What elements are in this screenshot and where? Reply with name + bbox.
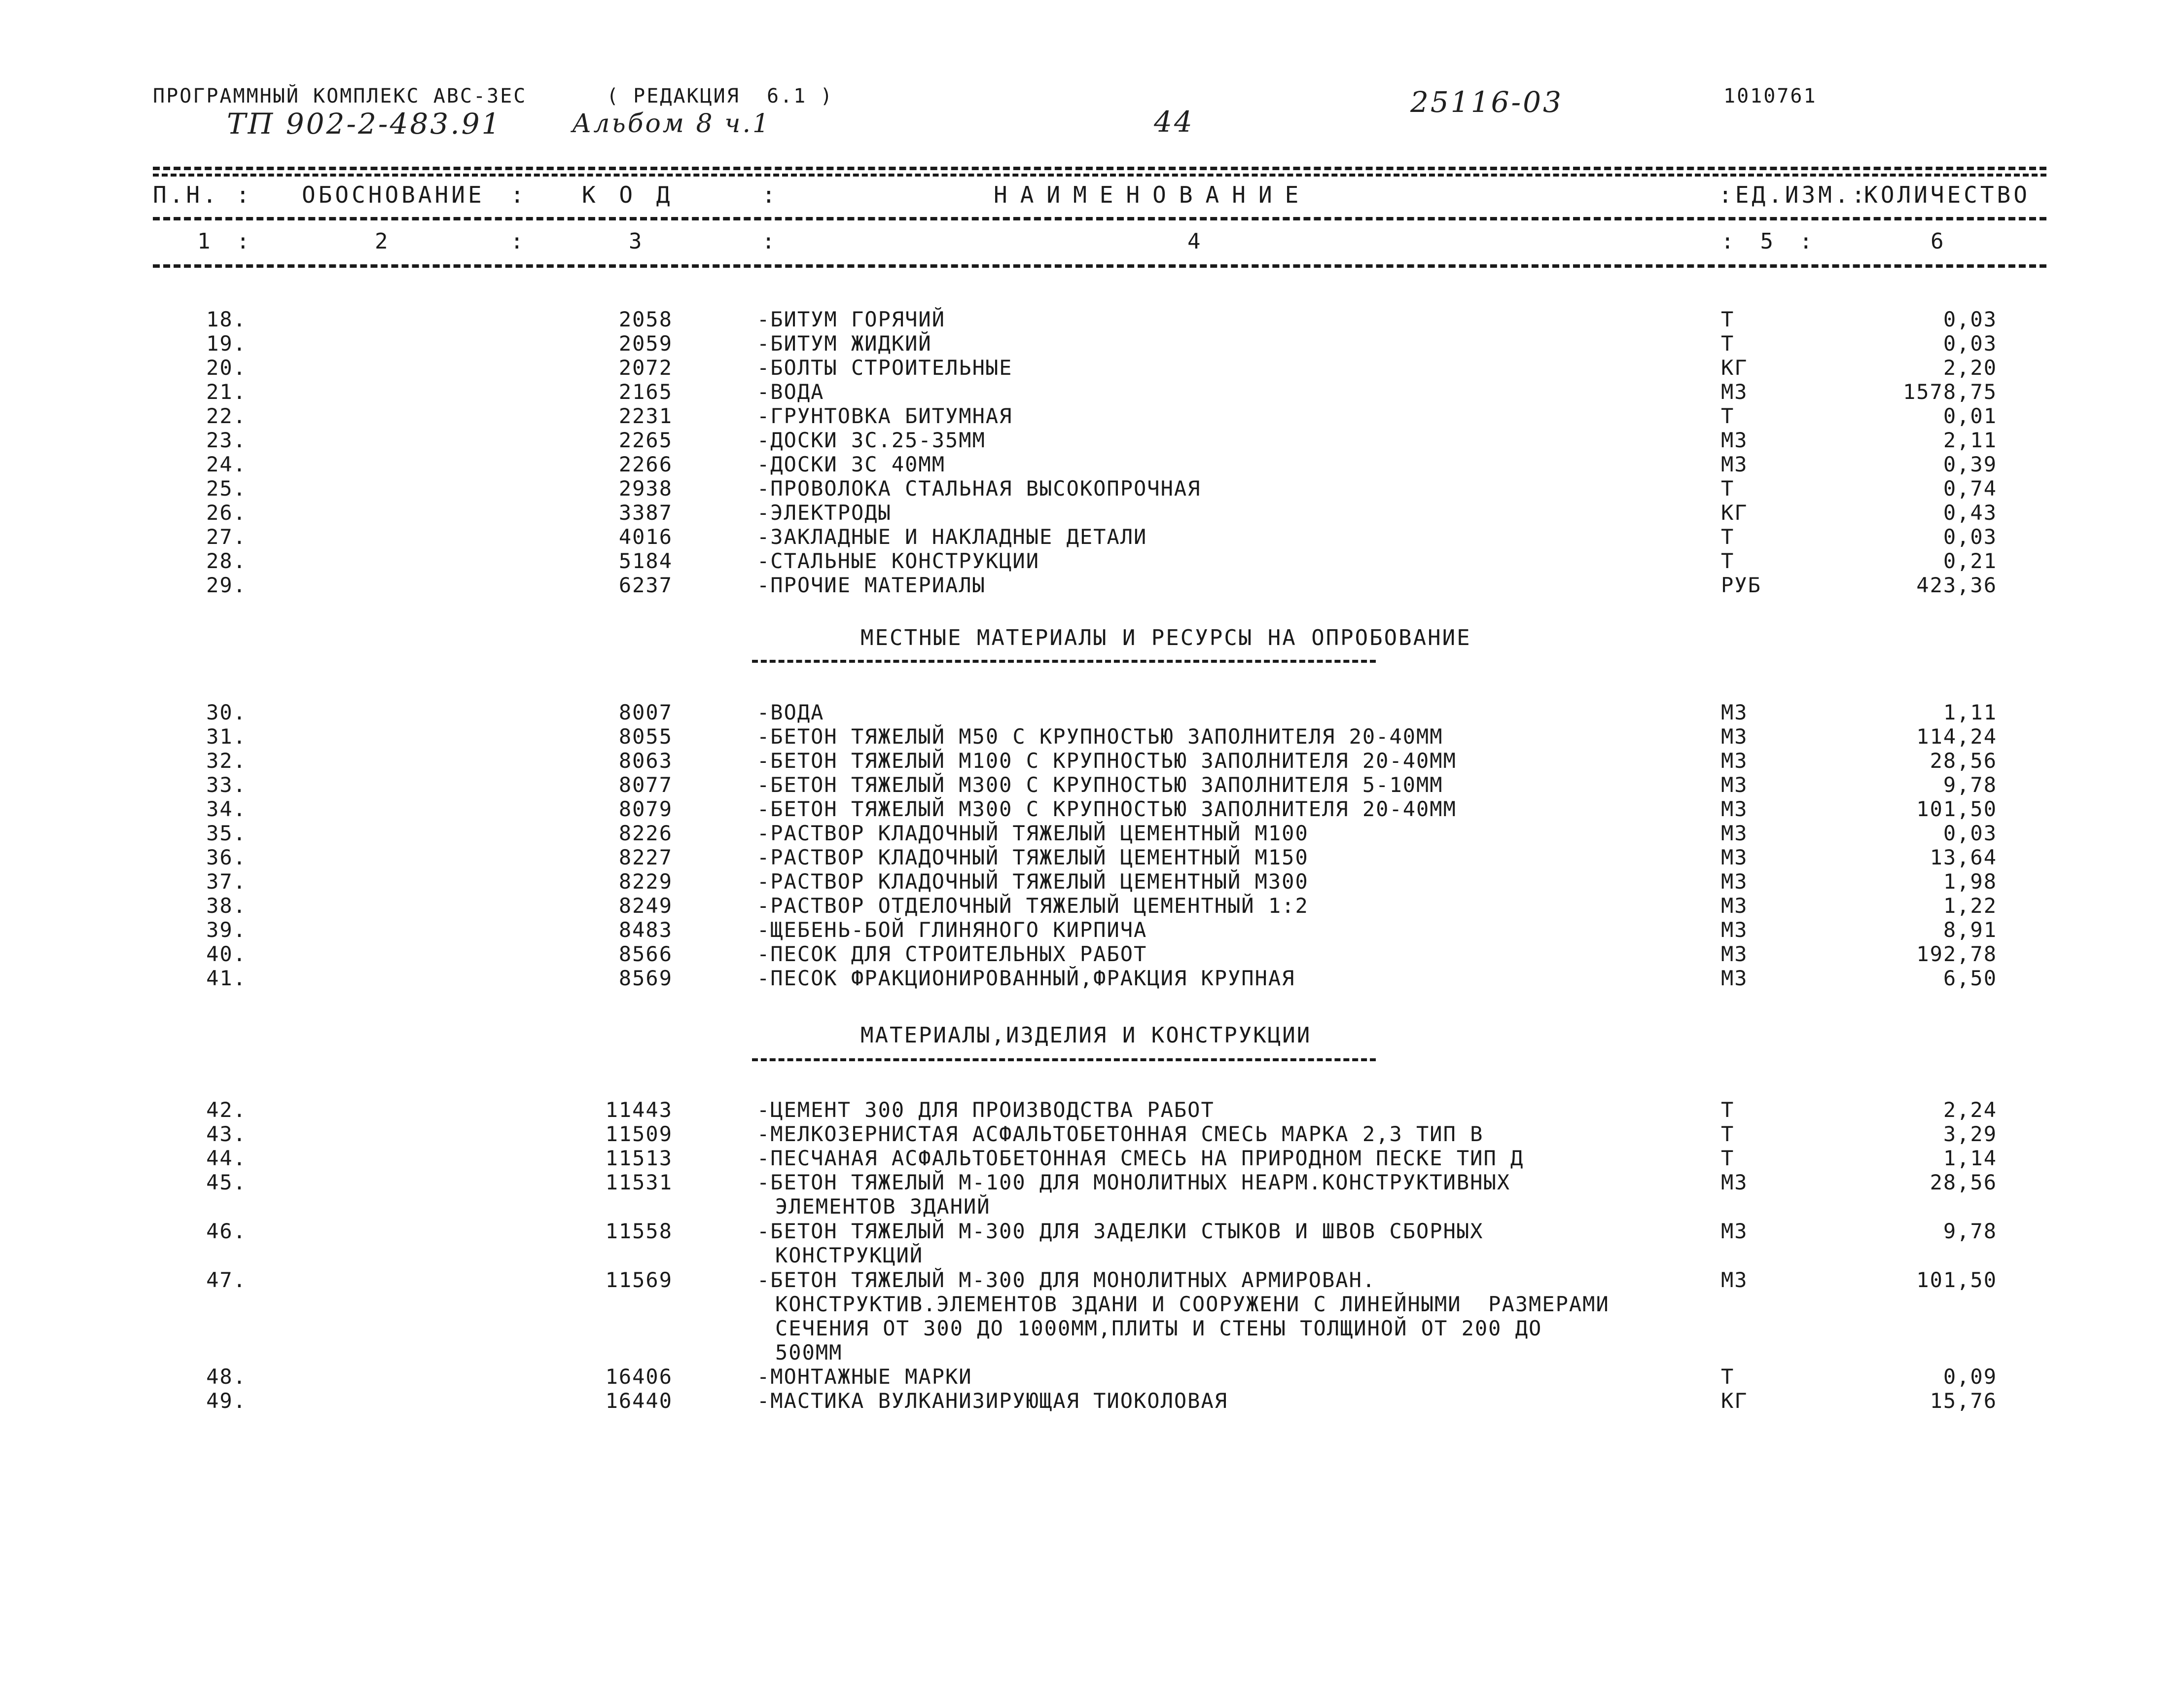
cell-qty: 101,50: [1916, 1268, 1997, 1292]
cell-qty: 13,64: [1930, 845, 1997, 869]
table-row: [0, 1122, 2184, 1147]
cell-name: -БЕТОН ТЯЖЕЛЫЙ М-300 ДЛЯ МОНОЛИТНЫХ АРМИРОВАН.: [757, 1268, 1376, 1292]
cell-code: 2058: [618, 307, 673, 331]
cell-name: -БЕТОН ТЯЖЕЛЫЙ М50 С КРУПНОСТЬЮ ЗАПОЛНИТЕЛЯ 20-40ММ: [757, 724, 1443, 749]
cell-unit: КГ: [1721, 1389, 1748, 1413]
cell-unit: М3: [1721, 1268, 1748, 1292]
cell-unit: Т: [1721, 1146, 1735, 1170]
cell-qty: 0,43: [1943, 501, 1997, 525]
cell-unit: М3: [1721, 821, 1748, 845]
table-row: [0, 773, 2184, 797]
table-row: [0, 797, 2184, 822]
cell-name-cont: КОНСТРУКЦИЙ: [775, 1243, 924, 1267]
table-row: [0, 1098, 2184, 1122]
cell-unit: М3: [1721, 918, 1748, 942]
cell-code: 11531: [605, 1170, 673, 1194]
cell-unit: Т: [1721, 1122, 1735, 1146]
cell-name: -ЦЕМЕНТ 300 ДЛЯ ПРОИЗВОДСТВА РАБОТ: [757, 1098, 1215, 1122]
cell-qty: 0,74: [1943, 476, 1997, 501]
cell-unit: М3: [1721, 869, 1748, 894]
cell-num: 39.: [206, 918, 247, 942]
table-row: [0, 573, 2184, 598]
handwritten-album: Альбом 8 ч.1: [572, 109, 771, 139]
col-header-basis: ОБОСНОВАНИЕ: [302, 181, 485, 208]
cell-qty: 3,29: [1943, 1122, 1997, 1146]
cell-num: 33.: [206, 773, 247, 797]
cell-code: 2938: [618, 476, 673, 501]
cell-unit: Т: [1721, 525, 1735, 549]
cell-num: 26.: [206, 501, 247, 525]
cell-num: 24.: [206, 452, 247, 476]
cell-name: -БИТУМ ЖИДКИЙ: [757, 331, 932, 356]
cell-num: 19.: [206, 331, 247, 356]
section-title-materials-products: МАТЕРИАЛЫ,ИЗДЕЛИЯ И КОНСТРУКЦИИ: [860, 1023, 1312, 1048]
cell-num: 30.: [206, 700, 247, 724]
table-row: [0, 821, 2184, 846]
cell-name: -БОЛТЫ СТРОИТЕЛЬНЫЕ: [757, 356, 1013, 380]
cell-qty: 0,01: [1943, 404, 1997, 428]
cell-name: -РАСТВОР КЛАДОЧНЫЙ ТЯЖЕЛЫЙ ЦЕМЕНТНЫЙ М300: [757, 869, 1309, 894]
cell-qty: 15,76: [1930, 1389, 1997, 1413]
cell-code: 8063: [618, 749, 673, 773]
cell-code: 8229: [618, 869, 673, 894]
cell-qty: 2,20: [1943, 356, 1997, 380]
cell-code: 16440: [605, 1389, 673, 1413]
handwritten-code: 25116-03: [1410, 85, 1563, 119]
cell-name: -БЕТОН ТЯЖЕЛЫЙ М-100 ДЛЯ МОНОЛИТНЫХ НЕАРМ.КОНСТРУКТИВНЫХ: [757, 1170, 1511, 1194]
col-index-num: 1 :: [197, 229, 250, 254]
cell-qty: 6,50: [1943, 966, 1997, 990]
cell-code: 11513: [605, 1146, 673, 1170]
cell-name-cont: 500ММ: [775, 1340, 843, 1365]
table-row: [0, 700, 2184, 725]
cell-num: 36.: [206, 845, 247, 869]
table-row-continuation: [0, 1243, 2184, 1268]
table-row: [0, 1365, 2184, 1389]
cell-unit: Т: [1721, 476, 1735, 501]
cell-num: 23.: [206, 428, 247, 452]
col-header-sep1: :: [510, 181, 527, 208]
table-row-continuation: [0, 1316, 2184, 1341]
cell-num: 31.: [206, 724, 247, 749]
header-rule-bottom: [153, 264, 2046, 268]
cell-name-cont: ЭЛЕМЕНТОВ ЗДАНИЙ: [775, 1194, 991, 1219]
cell-name: -ПРОВОЛОКА СТАЛЬНАЯ ВЫСОКОПРОЧНАЯ: [757, 476, 1201, 501]
table-row: [0, 404, 2184, 429]
cell-qty: 1,14: [1943, 1146, 1997, 1170]
cell-num: 46.: [206, 1219, 247, 1243]
cell-name: -ПЕСЧАНАЯ АСФАЛЬТОБЕТОННАЯ СМЕСЬ НА ПРИРОДНОМ ПЕСКЕ ТИП Д: [757, 1146, 1524, 1170]
table-row: [0, 894, 2184, 918]
cell-unit: М3: [1721, 845, 1748, 869]
cell-qty: 1578,75: [1902, 380, 1997, 404]
cell-code: 2265: [618, 428, 673, 452]
cell-unit: Т: [1721, 307, 1735, 331]
cell-code: 8226: [618, 821, 673, 845]
cell-unit: М3: [1721, 894, 1748, 918]
cell-num: 28.: [206, 549, 247, 573]
col-index-qty: 6: [1931, 229, 1944, 254]
cell-name: -БЕТОН ТЯЖЕЛЫЙ М300 С КРУПНОСТЬЮ ЗАПОЛНИТЕЛЯ 5-10ММ: [757, 773, 1443, 797]
cell-unit: Т: [1721, 1365, 1735, 1389]
col-index-name: 4: [1187, 229, 1201, 254]
header-rule-top: [153, 167, 2046, 170]
cell-code: 11569: [605, 1268, 673, 1292]
table-row: [0, 525, 2184, 549]
cell-qty: 114,24: [1916, 724, 1997, 749]
table-row-continuation: [0, 1340, 2184, 1365]
cell-unit: М3: [1721, 380, 1748, 404]
table-row: [0, 1219, 2184, 1244]
cell-unit: Т: [1721, 1098, 1735, 1122]
cell-unit: КГ: [1721, 356, 1748, 380]
cell-code: 2165: [618, 380, 673, 404]
cell-num: 37.: [206, 869, 247, 894]
table-row: [0, 356, 2184, 380]
cell-name: -ЭЛЕКТРОДЫ: [757, 501, 892, 525]
cell-qty: 2,24: [1943, 1098, 1997, 1122]
cell-name: -ЩЕБЕНЬ-БОЙ ГЛИНЯНОГО КИРПИЧА: [757, 918, 1147, 942]
cell-num: 38.: [206, 894, 247, 918]
col-index-code: 3: [629, 229, 642, 254]
cell-unit: М3: [1721, 966, 1748, 990]
cell-unit: Т: [1721, 404, 1735, 428]
cell-unit: М3: [1721, 773, 1748, 797]
cell-name: -БИТУМ ГОРЯЧИЙ: [757, 307, 946, 331]
cell-code: 5184: [618, 549, 673, 573]
cell-code: 2059: [618, 331, 673, 356]
cell-unit: М3: [1721, 942, 1748, 966]
cell-qty: 423,36: [1916, 573, 1997, 597]
cell-code: 2266: [618, 452, 673, 476]
table-row: [0, 918, 2184, 942]
cell-qty: 101,50: [1916, 797, 1997, 821]
cell-qty: 28,56: [1930, 1170, 1997, 1194]
cell-name: -РАСТВОР ОТДЕЛОЧНЫЙ ТЯЖЕЛЫЙ ЦЕМЕНТНЫЙ 1:2: [757, 894, 1309, 918]
cell-code: 8483: [618, 918, 673, 942]
cell-unit: М3: [1721, 724, 1748, 749]
edition-label: ( РЕДАКЦИЯ 6.1 ): [607, 85, 834, 108]
table-row: [0, 942, 2184, 967]
cell-qty: 0,21: [1943, 549, 1997, 573]
cell-unit: Т: [1721, 549, 1735, 573]
cell-num: 34.: [206, 797, 247, 821]
section-title-local-materials: МЕСТНЫЕ МАТЕРИАЛЫ И РЕСУРСЫ НА ОПРОБОВАНИЕ: [860, 625, 1471, 650]
cell-qty: 0,03: [1943, 525, 1997, 549]
table-row: [0, 845, 2184, 870]
cell-code: 8249: [618, 894, 673, 918]
cell-num: 44.: [206, 1146, 247, 1170]
cell-name: -ДОСКИ 3С.25-35ММ: [757, 428, 986, 452]
cell-qty: 1,11: [1943, 700, 1997, 724]
col-index-basis: 2: [375, 229, 388, 254]
cell-qty: 8,91: [1943, 918, 1997, 942]
table-row: [0, 428, 2184, 453]
cell-code: 16406: [605, 1365, 673, 1389]
table-row: [0, 966, 2184, 991]
cell-name: -ВОДА: [757, 700, 824, 724]
cell-code: 11443: [605, 1098, 673, 1122]
table-row: [0, 1268, 2184, 1293]
cell-unit: Т: [1721, 331, 1735, 356]
cell-name: -РАСТВОР КЛАДОЧНЫЙ ТЯЖЕЛЫЙ ЦЕМЕНТНЫЙ М150: [757, 845, 1309, 869]
cell-unit: М3: [1721, 452, 1748, 476]
cell-code: 8007: [618, 700, 673, 724]
cell-num: 48.: [206, 1365, 247, 1389]
cell-num: 35.: [206, 821, 247, 845]
cell-qty: 1,98: [1943, 869, 1997, 894]
cell-code: 4016: [618, 525, 673, 549]
cell-name: -МЕЛКОЗЕРНИСТАЯ АСФАЛЬТОБЕТОННАЯ СМЕСЬ МАРКА 2,3 ТИП В: [757, 1122, 1484, 1146]
table-row: [0, 476, 2184, 501]
cell-unit: М3: [1721, 797, 1748, 821]
cell-code: 8079: [618, 797, 673, 821]
table-row: [0, 1170, 2184, 1195]
table-row: [0, 1389, 2184, 1413]
cell-code: 8227: [618, 845, 673, 869]
cell-code: 6237: [618, 573, 673, 597]
cell-name: -МОНТАЖНЫЕ МАРКИ: [757, 1365, 972, 1389]
cell-name: -ПЕСОК ДЛЯ СТРОИТЕЛЬНЫХ РАБОТ: [757, 942, 1147, 966]
col-header-sep2: :: [762, 181, 779, 208]
col-index-sep1: :: [510, 229, 524, 254]
cell-unit: М3: [1721, 428, 1748, 452]
section-underline: [752, 660, 1376, 663]
cell-name: -МАСТИКА ВУЛКАНИЗИРУЮЩАЯ ТИОКОЛОВАЯ: [757, 1389, 1228, 1413]
table-row: [0, 749, 2184, 773]
cell-code: 8077: [618, 773, 673, 797]
cell-num: 41.: [206, 966, 247, 990]
cell-qty: 9,78: [1943, 1219, 1997, 1243]
program-title: ПРОГРАММНЫЙ КОМПЛЕКС АВС-3ЕС: [153, 85, 527, 108]
cell-qty: 0,09: [1943, 1365, 1997, 1389]
cell-unit: М3: [1721, 749, 1748, 773]
cell-num: 27.: [206, 525, 247, 549]
table-row: [0, 307, 2184, 332]
cell-num: 47.: [206, 1268, 247, 1292]
cell-name: -БЕТОН ТЯЖЕЛЫЙ М100 С КРУПНОСТЬЮ ЗАПОЛНИТЕЛЯ 20-40ММ: [757, 749, 1457, 773]
cell-code: 8566: [618, 942, 673, 966]
table-row: [0, 452, 2184, 477]
cell-name-cont: КОНСТРУКТИВ.ЭЛЕМЕНТОВ ЗДАНИ И СООРУЖЕНИ С ЛИНЕЙНЫМИ РАЗМЕРАМИ: [775, 1292, 1610, 1316]
cell-unit: М3: [1721, 700, 1748, 724]
cell-qty: 1,22: [1943, 894, 1997, 918]
cell-num: 42.: [206, 1098, 247, 1122]
cell-qty: 0,39: [1943, 452, 1997, 476]
table-row: [0, 549, 2184, 574]
cell-num: 22.: [206, 404, 247, 428]
cell-name-cont: СЕЧЕНИЯ ОТ 300 ДО 1000ММ,ПЛИТЫ И СТЕНЫ ТОЛЩИНОЙ ОТ 200 ДО: [775, 1316, 1542, 1340]
cell-code: 2231: [618, 404, 673, 428]
cell-name: -БЕТОН ТЯЖЕЛЫЙ М-300 ДЛЯ ЗАДЕЛКИ СТЫКОВ И ШВОВ СБОРНЫХ: [757, 1219, 1484, 1243]
cell-qty: 0,03: [1943, 307, 1997, 331]
cell-name: -РАСТВОР КЛАДОЧНЫЙ ТЯЖЕЛЫЙ ЦЕМЕНТНЫЙ М100: [757, 821, 1309, 845]
header-rule-middle: [153, 217, 2046, 220]
cell-num: 29.: [206, 573, 247, 597]
col-index-sep2: :: [762, 229, 775, 254]
cell-name: -ВОДА: [757, 380, 824, 404]
cell-name: -ПРОЧИЕ МАТЕРИАЛЫ: [757, 573, 986, 597]
cell-qty: 192,78: [1916, 942, 1997, 966]
cell-unit: М3: [1721, 1170, 1748, 1194]
col-header-code: К О Д: [582, 181, 675, 208]
table-row: [0, 869, 2184, 894]
cell-qty: 28,56: [1930, 749, 1997, 773]
cell-name: -ЗАКЛАДНЫЕ И НАКЛАДНЫЕ ДЕТАЛИ: [757, 525, 1147, 549]
header-rule-top-2: [153, 174, 2046, 177]
col-header-unit: :ЕД.ИЗМ.:: [1719, 181, 1868, 208]
table-row: [0, 501, 2184, 525]
cell-num: 32.: [206, 749, 247, 773]
cell-num: 49.: [206, 1389, 247, 1413]
cell-qty: 0,03: [1943, 331, 1997, 356]
cell-num: 45.: [206, 1170, 247, 1194]
cell-num: 25.: [206, 476, 247, 501]
cell-code: 8569: [618, 966, 673, 990]
section-underline: [752, 1058, 1376, 1061]
cell-code: 11558: [605, 1219, 673, 1243]
col-header-name: НАИМЕНОВАНИЕ: [994, 181, 1312, 208]
table-row-continuation: [0, 1292, 2184, 1317]
col-header-qty: КОЛИЧЕСТВО: [1864, 181, 2030, 208]
table-row: [0, 380, 2184, 404]
cell-code: 11509: [605, 1122, 673, 1146]
cell-num: 20.: [206, 356, 247, 380]
cell-name: -ПЕСОК ФРАКЦИОНИРОВАННЫЙ,ФРАКЦИЯ КРУПНАЯ: [757, 966, 1295, 990]
cell-code: 2072: [618, 356, 673, 380]
handwritten-tp: ТП 902-2-483.91: [227, 107, 502, 141]
document-number: 1010761: [1723, 85, 1817, 108]
table-row-continuation: [0, 1194, 2184, 1219]
cell-qty: 2,11: [1943, 428, 1997, 452]
cell-name: -ГРУНТОВКА БИТУМНАЯ: [757, 404, 1013, 428]
col-index-unit: : 5 :: [1721, 229, 1813, 254]
cell-name: -СТАЛЬНЫЕ КОНСТРУКЦИИ: [757, 549, 1040, 573]
cell-name: -ДОСКИ 3С 40ММ: [757, 452, 946, 476]
cell-qty: 9,78: [1943, 773, 1997, 797]
cell-code: 3387: [618, 501, 673, 525]
cell-unit: КГ: [1721, 501, 1748, 525]
cell-unit: М3: [1721, 1219, 1748, 1243]
col-header-num: П.Н. :: [153, 181, 253, 208]
table-row: [0, 1146, 2184, 1171]
table-row: [0, 724, 2184, 749]
cell-num: 40.: [206, 942, 247, 966]
cell-num: 18.: [206, 307, 247, 331]
cell-unit: РУБ: [1721, 573, 1761, 597]
cell-name: -БЕТОН ТЯЖЕЛЫЙ М300 С КРУПНОСТЬЮ ЗАПОЛНИТЕЛЯ 20-40ММ: [757, 797, 1457, 821]
cell-qty: 0,03: [1943, 821, 1997, 845]
handwritten-page: 44: [1154, 105, 1194, 139]
cell-num: 21.: [206, 380, 247, 404]
cell-num: 43.: [206, 1122, 247, 1146]
table-row: [0, 331, 2184, 356]
cell-code: 8055: [618, 724, 673, 749]
